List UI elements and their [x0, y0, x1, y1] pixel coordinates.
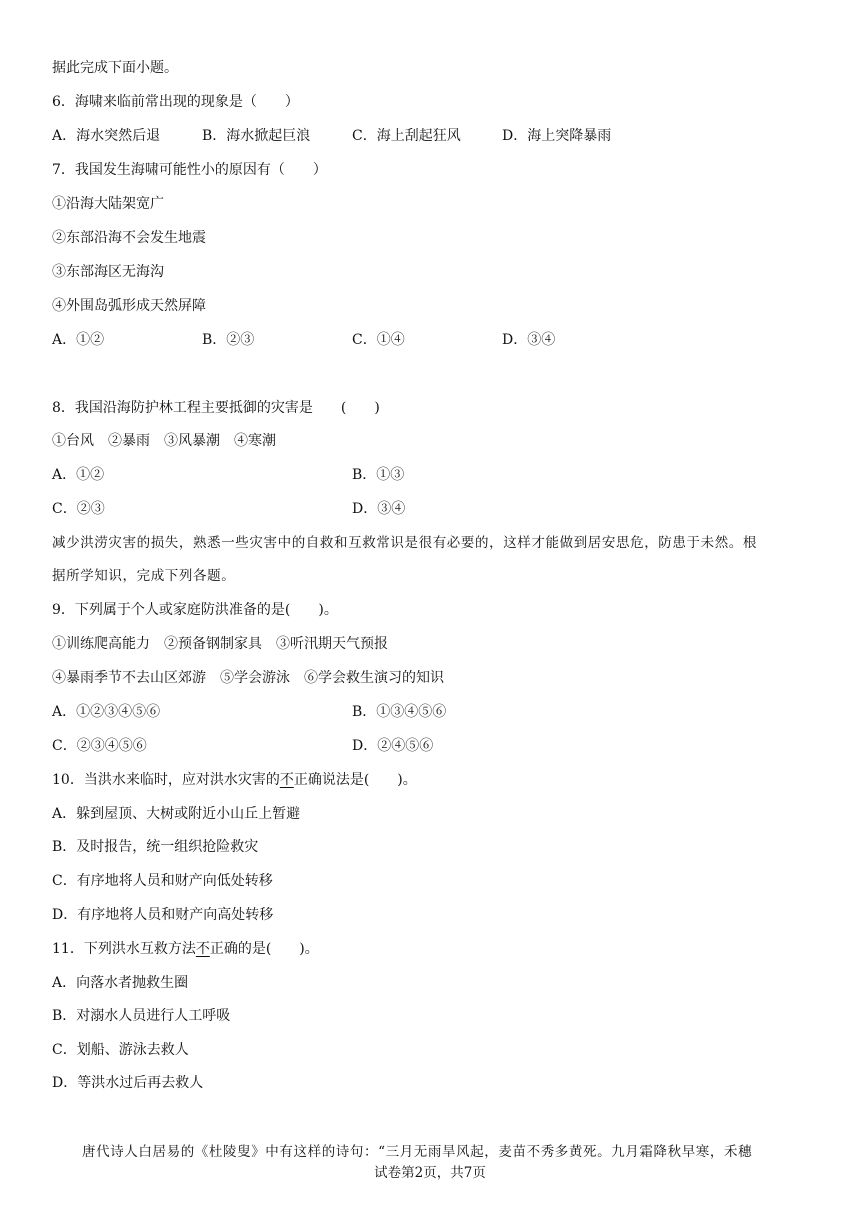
q7-item-1: ①沿海大陆架宽广: [52, 196, 164, 212]
passage-flood-line-1: 减少洪涝灾害的损失，熟悉一些灾害中的自救和互救常识是很有必要的，这样才能做到居安思危，防患于未然。根: [52, 535, 757, 551]
q10-option-c: C．有序地将人员和财产向低处转移: [52, 873, 273, 889]
q9-items-1: ①训练爬高能力 ②预备钢制家具 ③听汛期天气预报: [52, 636, 388, 652]
passage-flood-line-2: 据所学知识，完成下列各题。: [52, 568, 236, 584]
q7-option-a: A．①②: [52, 332, 105, 348]
q7-item-3: ③东部海区无海沟: [52, 264, 164, 280]
q11-option-c: C．划船、游泳去救人: [52, 1042, 189, 1058]
q11-option-b: B．对溺水人员进行人工呼吸: [52, 1008, 231, 1024]
q11-stem-post: 正确的是( )。: [209, 941, 319, 957]
q9-option-d: D．②④⑤⑥: [352, 738, 434, 754]
q9-items-2: ④暴雨季节不去山区郊游 ⑤学会游泳 ⑥学会救生演习的知识: [52, 670, 444, 686]
q7-option-b: B．②③: [202, 332, 255, 348]
q10-stem-post: 正确说法是( )。: [293, 772, 417, 788]
intro-tail: 据此完成下面小题。: [52, 60, 178, 76]
question-10-stem: [52, 770, 417, 790]
q10-option-b: B．及时报告，统一组织抢险救灾: [52, 839, 259, 855]
q8-option-b: B．①③: [352, 467, 405, 483]
q6-option-c: C．海上刮起狂风: [352, 128, 461, 144]
q7-item-4: ④外围岛弧形成天然屏障: [52, 298, 206, 314]
q7-option-c: C．①④: [352, 332, 405, 348]
q10-stem-pre: 10．当洪水来临时，应对洪水灾害的: [52, 772, 280, 788]
q6-option-b: B．海水掀起巨浪: [202, 128, 311, 144]
q10-option-a: A．躲到屋顶、大树或附近小山丘上暂避: [52, 806, 301, 822]
q6-option-a: A．海水突然后退: [52, 128, 161, 144]
q7-item-2: ②东部沿海不会发生地震: [52, 230, 206, 246]
question-8-stem: 8．我国沿海防护林工程主要抵御的灾害是 ( ): [52, 400, 380, 416]
q7-option-d: D．③④: [502, 332, 556, 348]
q9-option-b: B．①③④⑤⑥: [352, 704, 447, 720]
question-11-stem: [52, 939, 319, 959]
q11-stem-emphasis: 不: [195, 941, 210, 957]
q9-option-c: C．②③④⑤⑥: [52, 738, 147, 754]
question-6-stem: 6．海啸来临前常出现的现象是（ ）: [52, 94, 299, 110]
q8-option-d: D．③④: [352, 501, 406, 517]
q10-option-d: D．有序地将人员和财产向高处转移: [52, 907, 274, 923]
q6-option-d: D．海上突降暴雨: [502, 128, 612, 144]
q11-option-d: D．等洪水过后再去救人: [52, 1075, 204, 1091]
q10-stem-emphasis: 不: [279, 772, 294, 788]
q11-option-a: A．向落水者抛救生圈: [52, 975, 189, 991]
q8-items: ①台风 ②暴雨 ③风暴潮 ④寒潮: [52, 433, 276, 449]
q9-option-a: A．①②③④⑤⑥: [52, 704, 161, 720]
q8-option-c: C．②③: [52, 501, 105, 517]
question-9-stem: 9．下列属于个人或家庭防洪准备的是( )。: [52, 602, 338, 618]
page-footer: 试卷第2页，共7页: [374, 1165, 486, 1181]
passage-poem: 唐代诗人白居易的《杜陵叟》中有这样的诗句：“三月无雨旱风起，麦苗不秀多黄死。九月霜降秋早寒，禾穗: [82, 1144, 753, 1160]
question-7-stem: 7．我国发生海啸可能性小的原因有（ ）: [52, 162, 327, 178]
q11-stem-pre: 11．下列洪水互救方法: [52, 941, 196, 957]
q8-option-a: A．①②: [52, 467, 105, 483]
